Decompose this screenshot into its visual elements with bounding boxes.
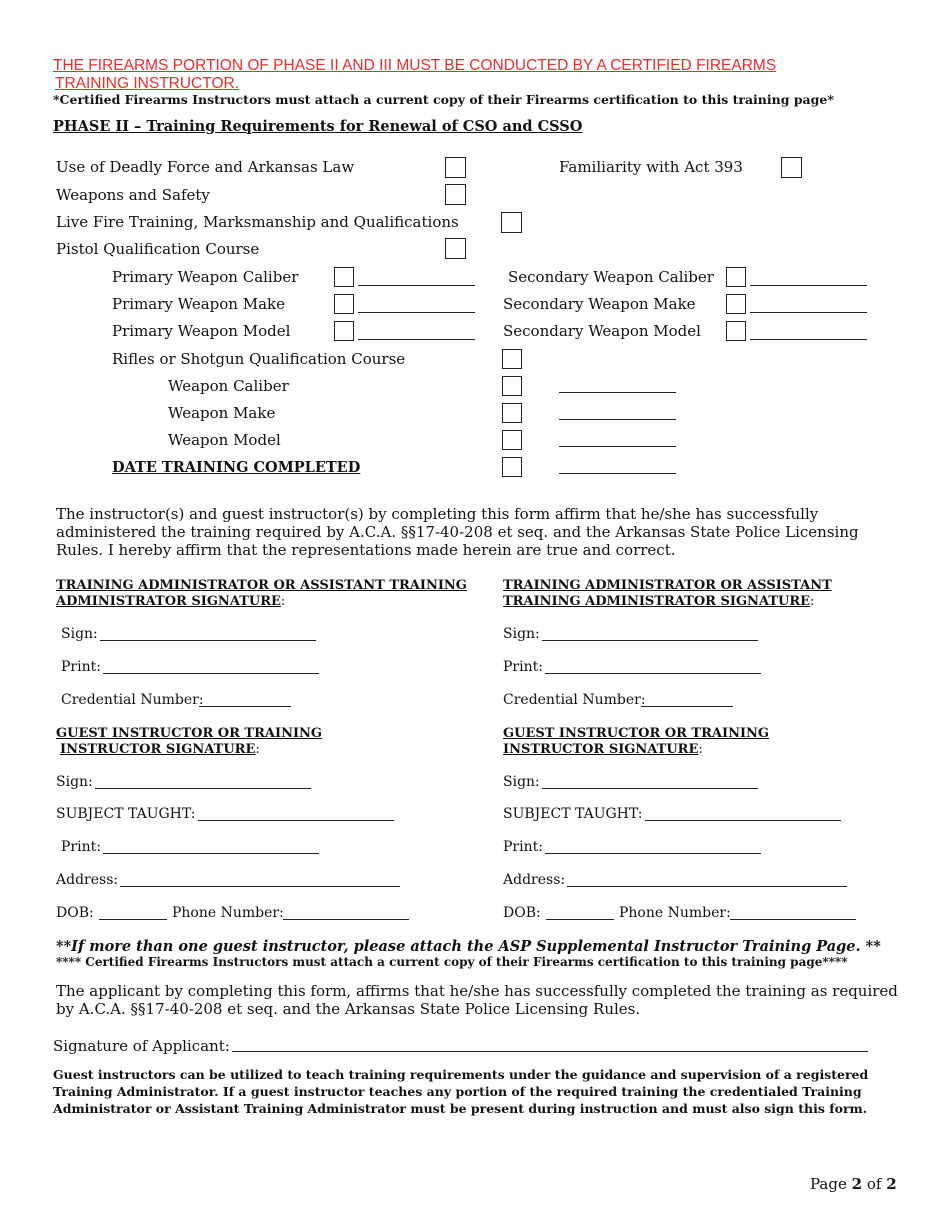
guest-instructor-note xyxy=(53,1066,868,1117)
admin-left-print-label: Print: xyxy=(61,659,101,675)
guest-left-print-label: Print: xyxy=(61,839,101,855)
guest-right-phone-label: Phone Number: xyxy=(619,905,731,921)
item-rifle-course: Rifles or Shotgun Qualification Course xyxy=(112,350,406,368)
guest-note-line3: Administrator or Assistant Training Administrator must be present during instruction and must also sign this form. xyxy=(53,1101,868,1116)
guest-right-subject-line[interactable] xyxy=(645,820,841,821)
page-current: 2 xyxy=(851,1175,863,1193)
item-primary-make: Primary Weapon Make xyxy=(112,295,285,313)
affirmation-line1: The instructor(s) and guest instructor(s) by completing this form affirm that he/she has successfully xyxy=(56,505,819,523)
checkbox-weapon-model[interactable] xyxy=(502,430,522,450)
item-secondary-caliber: Secondary Weapon Caliber xyxy=(508,268,714,286)
item-weapons-safety: Weapons and Safety xyxy=(56,186,210,204)
affirmation-line2: administered the training required by A.C.A. §§17-40-208 et seq. and the Arkansas State Police Licensing xyxy=(56,523,859,541)
guest-left-sign-label: Sign: xyxy=(56,774,93,790)
page-word: Page xyxy=(810,1175,847,1193)
checkbox-weapon-caliber[interactable] xyxy=(502,376,522,396)
guest-left-subject-line[interactable] xyxy=(198,820,394,821)
checkbox-secondary-caliber[interactable] xyxy=(726,267,746,287)
checkbox-live-fire[interactable] xyxy=(501,212,522,233)
admin-left-print-line[interactable] xyxy=(103,673,319,674)
date-completed-line[interactable] xyxy=(559,473,676,474)
weapon-make-line[interactable] xyxy=(559,419,676,420)
certification-note-2: **** Certified Firearms Instructors must attach a current copy of their Firearms certification to this training page**** xyxy=(56,955,848,969)
admin-right-heading-2 xyxy=(503,594,814,609)
guest-left-dob-label: DOB: xyxy=(56,905,94,921)
guest-left-phone-line[interactable] xyxy=(283,919,409,920)
item-weapon-make: Weapon Make xyxy=(168,404,276,422)
admin-right-heading-2-text: TRAINING ADMINISTRATOR SIGNATURE xyxy=(503,594,811,609)
applicant-line1: The applicant by completing this form, affirms that he/she has successfully completed the training as required xyxy=(56,982,898,1000)
guest-note-line2: Training Administrator. If a guest instructor teaches any portion of the required training the credentialed Training xyxy=(53,1084,862,1099)
guest-right-heading-2-text: INSTRUCTOR SIGNATURE xyxy=(503,742,699,757)
item-primary-model: Primary Weapon Model xyxy=(112,322,291,340)
item-deadly-force: Use of Deadly Force and Arkansas Law xyxy=(56,158,355,176)
certification-note: *Certified Firearms Instructors must attach a current copy of their Firearms certification to this training page* xyxy=(53,92,834,107)
checkbox-secondary-model[interactable] xyxy=(726,321,746,341)
admin-right-print-line[interactable] xyxy=(545,673,761,674)
admin-left-heading-2 xyxy=(56,594,285,609)
checkbox-primary-make[interactable] xyxy=(334,294,354,314)
item-weapon-model: Weapon Model xyxy=(168,431,281,449)
checkbox-primary-caliber[interactable] xyxy=(334,267,354,287)
guest-right-sign-line[interactable] xyxy=(542,788,758,789)
guest-note-line1: Guest instructors can be utilized to teach training requirements under the guidance and supervision of a registered xyxy=(53,1067,869,1082)
guest-right-sign-label: Sign: xyxy=(503,774,540,790)
colon: : xyxy=(255,742,260,757)
guest-right-heading-1: GUEST INSTRUCTOR OR TRAINING xyxy=(503,726,770,741)
guest-right-dob-label: DOB: xyxy=(503,905,541,921)
item-secondary-model: Secondary Weapon Model xyxy=(503,322,701,340)
item-weapon-caliber: Weapon Caliber xyxy=(168,377,289,395)
applicant-signature-label: Signature of Applicant: xyxy=(53,1037,230,1055)
guest-left-print-line[interactable] xyxy=(103,853,319,854)
item-live-fire: Live Fire Training, Marksmanship and Qualifications xyxy=(56,213,459,231)
primary-caliber-line[interactable] xyxy=(358,285,475,286)
applicant-line2: by A.C.A. §§17-40-208 et seq. and the Arkansas State Police Licensing Rules. xyxy=(56,1000,641,1018)
guest-right-address-label: Address: xyxy=(503,872,566,888)
guest-right-phone-line[interactable] xyxy=(730,919,856,920)
admin-left-credential-label: Credential Number: xyxy=(61,692,204,708)
guest-left-address-label: Address: xyxy=(56,872,119,888)
guest-left-address-line[interactable] xyxy=(120,886,400,887)
guest-right-dob-line[interactable] xyxy=(546,919,614,920)
guest-left-heading-2-text: INSTRUCTOR SIGNATURE xyxy=(60,742,256,757)
item-date-completed: DATE TRAINING COMPLETED xyxy=(112,459,361,476)
item-pistol-course: Pistol Qualification Course xyxy=(56,240,260,258)
admin-right-credential-line[interactable] xyxy=(641,706,733,707)
item-act393: Familiarity with Act 393 xyxy=(559,158,743,176)
guest-left-phone-label: Phone Number: xyxy=(172,905,284,921)
page-number xyxy=(810,1175,897,1193)
admin-right-credential-label: Credential Number: xyxy=(503,692,646,708)
colon: : xyxy=(698,742,703,757)
checkbox-pistol-course[interactable] xyxy=(445,238,466,259)
item-secondary-make: Secondary Weapon Make xyxy=(503,295,696,313)
secondary-make-line[interactable] xyxy=(750,312,867,313)
guest-left-heading-2 xyxy=(56,742,260,757)
admin-right-sign-line[interactable] xyxy=(542,640,758,641)
guest-right-print-line[interactable] xyxy=(545,853,761,854)
item-primary-caliber: Primary Weapon Caliber xyxy=(112,268,299,286)
applicant-signature-line[interactable] xyxy=(232,1051,868,1052)
guest-left-dob-line[interactable] xyxy=(99,919,167,920)
page-total: 2 xyxy=(886,1175,897,1193)
checkbox-act393[interactable] xyxy=(781,157,802,178)
checkbox-weapons-safety[interactable] xyxy=(445,184,466,205)
weapon-model-line[interactable] xyxy=(559,446,676,447)
guest-left-sign-line[interactable] xyxy=(95,788,311,789)
primary-model-line[interactable] xyxy=(358,339,475,340)
checkbox-rifle-course[interactable] xyxy=(502,349,522,369)
admin-left-heading-2-text: ADMINISTRATOR SIGNATURE xyxy=(56,594,281,609)
of-word: of xyxy=(866,1175,882,1193)
secondary-caliber-line[interactable] xyxy=(750,285,867,286)
colon: : xyxy=(280,594,286,609)
checkbox-date-completed[interactable] xyxy=(502,457,522,477)
guest-left-heading-1: GUEST INSTRUCTOR OR TRAINING xyxy=(56,726,323,741)
admin-left-sign-label: Sign: xyxy=(61,626,98,642)
firearms-warning-line1: THE FIREARMS PORTION OF PHASE II AND III MUST BE CONDUCTED BY A CERTIFIED FIREARMS xyxy=(53,57,777,74)
affirmation-line3: Rules. I hereby affirm that the representations made herein are true and correct. xyxy=(56,541,676,559)
guest-right-heading-2 xyxy=(503,742,703,757)
admin-right-sign-label: Sign: xyxy=(503,626,540,642)
guest-right-subject-label: SUBJECT TAUGHT: xyxy=(503,806,643,822)
firearms-warning-line2: TRAINING INSTRUCTOR. xyxy=(55,75,239,92)
guest-left-subject-label: SUBJECT TAUGHT: xyxy=(56,806,196,822)
colon: : xyxy=(810,594,815,609)
affirmation-paragraph xyxy=(56,505,859,559)
checkbox-deadly-force[interactable] xyxy=(445,157,466,178)
guest-right-address-line[interactable] xyxy=(567,886,847,887)
guest-right-print-label: Print: xyxy=(503,839,543,855)
secondary-model-line[interactable] xyxy=(750,339,867,340)
checkbox-primary-model[interactable] xyxy=(334,321,354,341)
supplemental-note: **If more than one guest instructor, please attach the ASP Supplemental Instructor Training Page. ** xyxy=(56,938,881,955)
admin-right-print-label: Print: xyxy=(503,659,543,675)
admin-left-credential-line[interactable] xyxy=(199,706,291,707)
weapon-caliber-line[interactable] xyxy=(559,392,676,393)
primary-make-line[interactable] xyxy=(358,312,475,313)
admin-left-heading-1: TRAINING ADMINISTRATOR OR ASSISTANT TRAINING xyxy=(56,578,467,593)
admin-left-sign-line[interactable] xyxy=(100,640,316,641)
applicant-paragraph xyxy=(56,982,898,1018)
checkbox-weapon-make[interactable] xyxy=(502,403,522,423)
admin-right-heading-1: TRAINING ADMINISTRATOR OR ASSISTANT xyxy=(503,578,832,593)
phase-title: PHASE II – Training Requirements for Renewal of CSO and CSSO xyxy=(53,118,583,135)
checkbox-secondary-make[interactable] xyxy=(726,294,746,314)
